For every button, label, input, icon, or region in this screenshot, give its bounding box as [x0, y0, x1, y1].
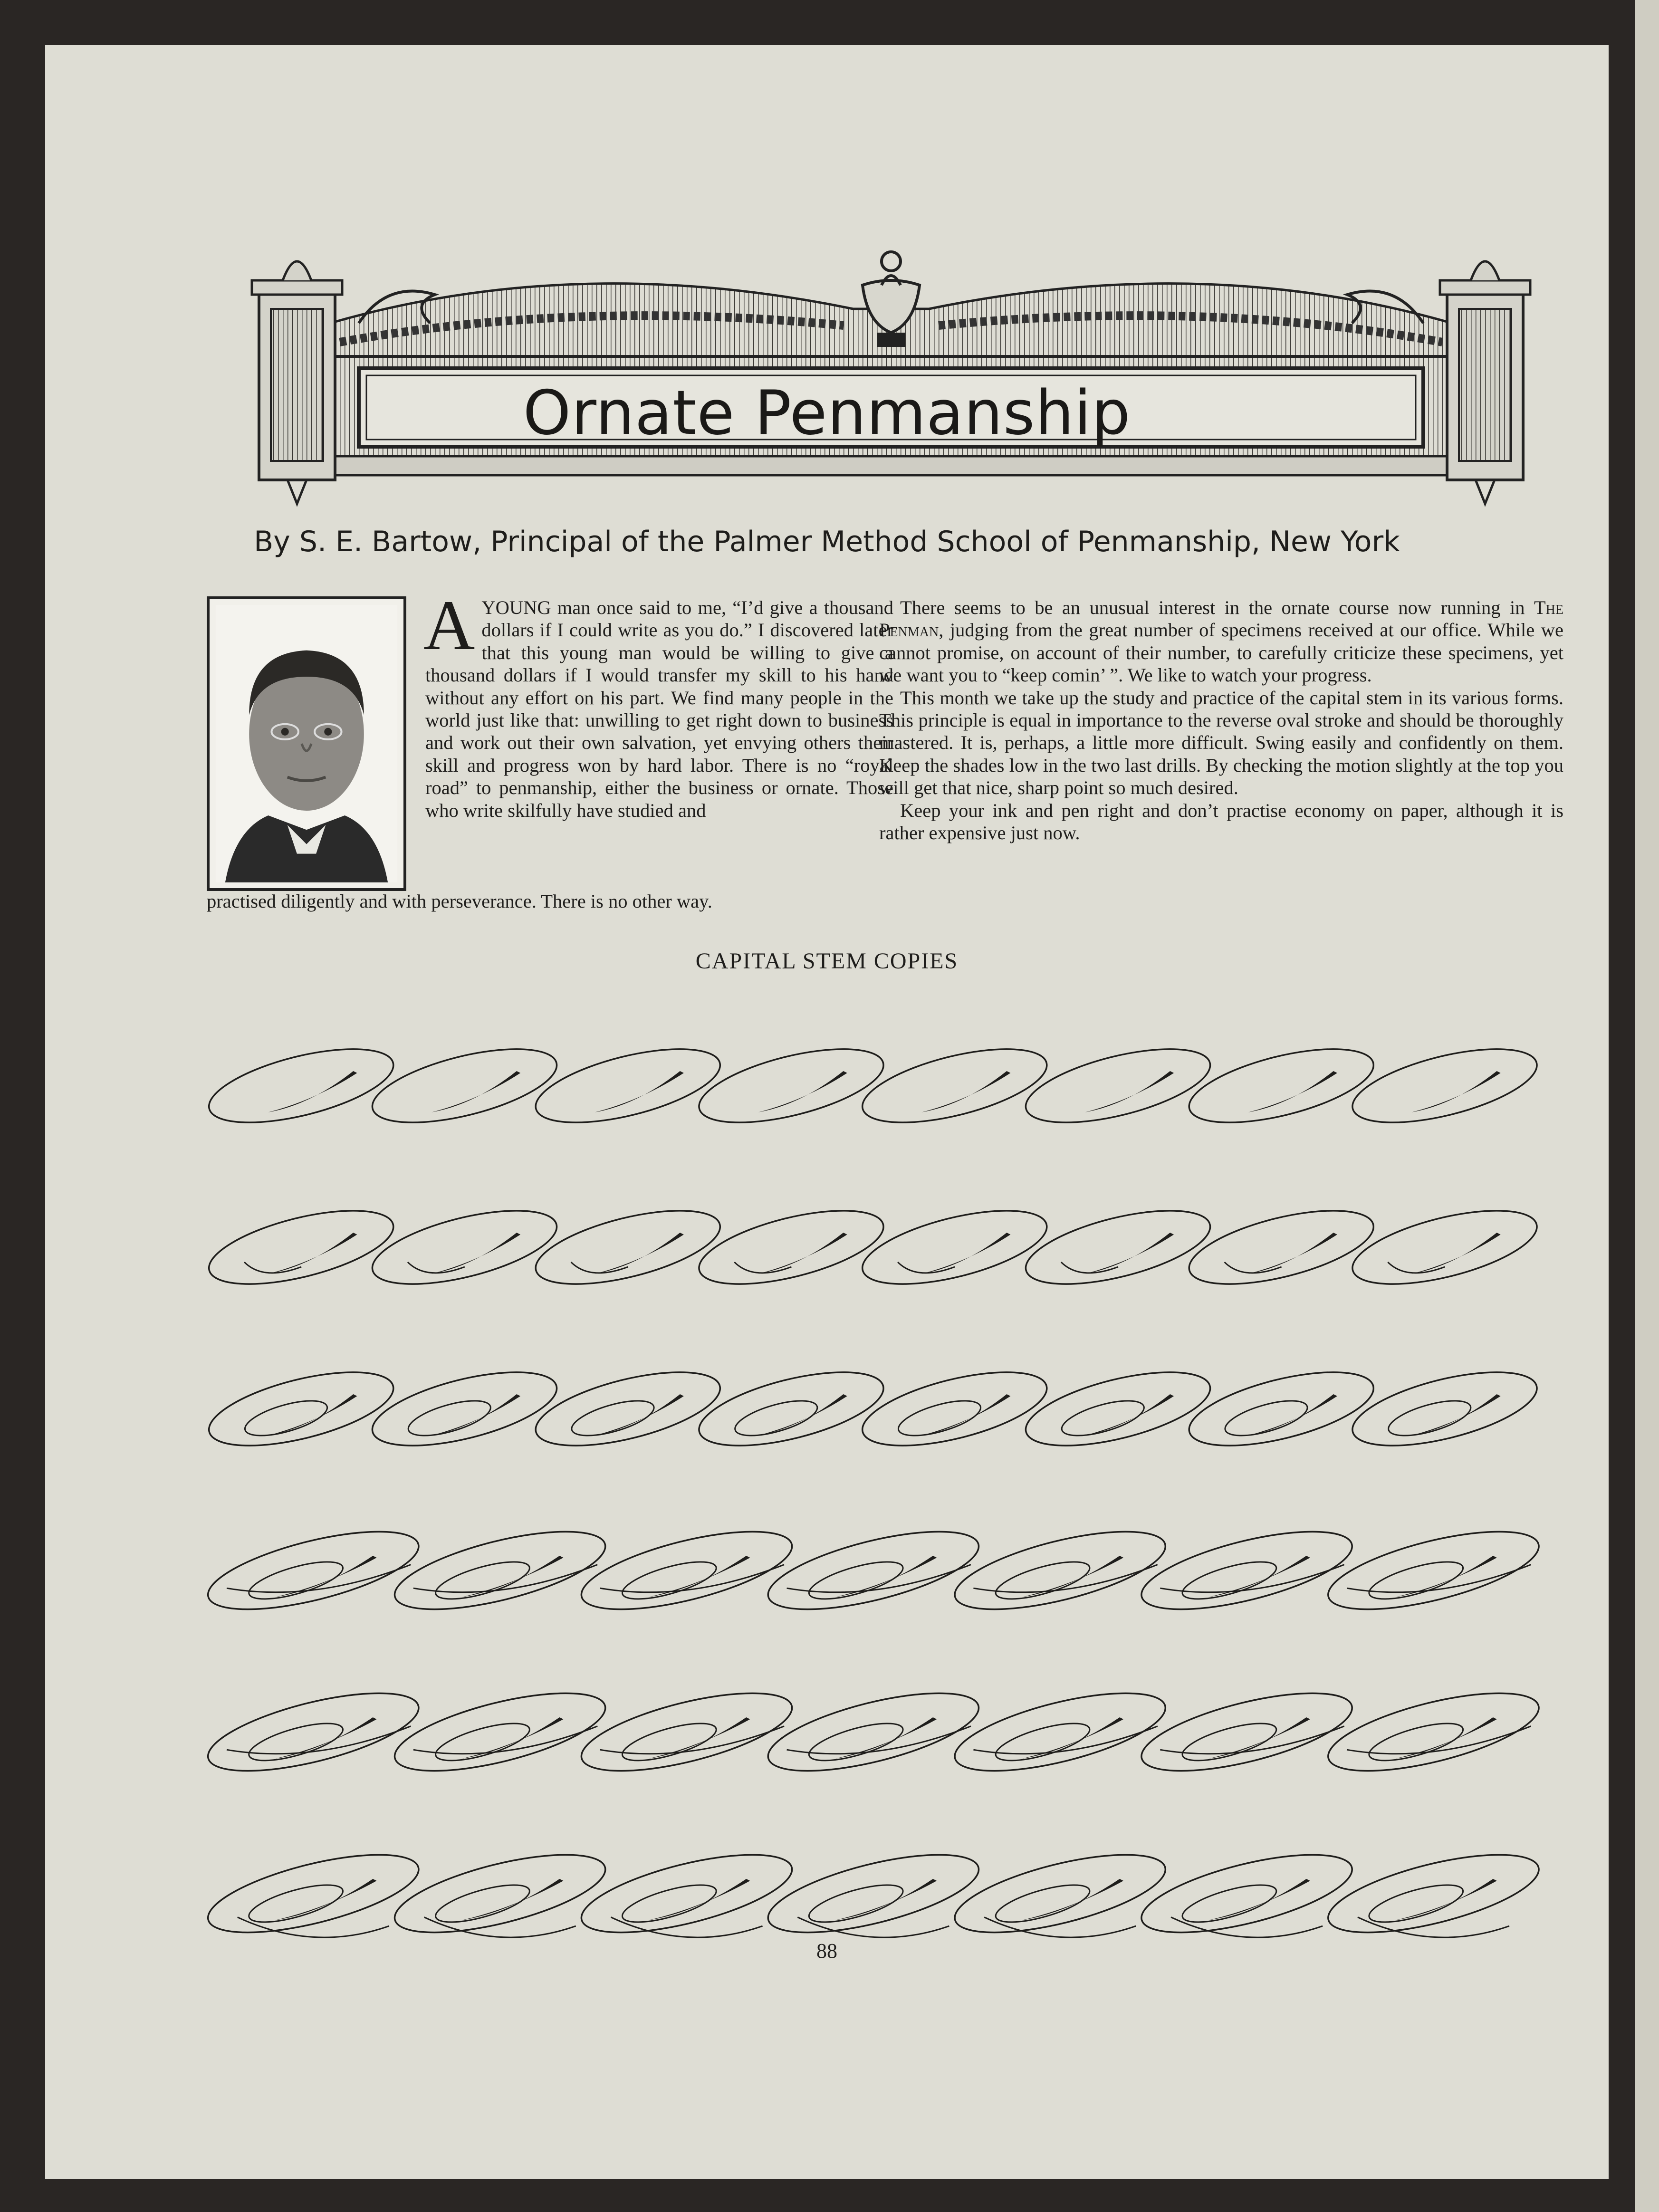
right-paragraph-3: Keep your ink and pen right and don’t practise economy on paper, although it is rather expensive just now. — [879, 799, 1563, 844]
capital-stem-copy — [529, 1196, 727, 1299]
capital-stem-copy — [761, 1839, 986, 1949]
capital-stem-copy — [202, 1358, 400, 1461]
capital-stem-copy — [388, 1677, 612, 1787]
capital-stem-copy — [1346, 1196, 1544, 1299]
author-portrait — [207, 596, 406, 891]
intro-paragraph-upper — [423, 586, 893, 822]
capital-stem-copy — [948, 1677, 1172, 1787]
magazine-name: The Penman — [879, 597, 1563, 641]
capital-stem-copy — [855, 1034, 1054, 1138]
capital-stem-copy — [948, 1516, 1172, 1626]
capital-stem-copy — [1182, 1358, 1381, 1461]
capital-stem-copy — [1346, 1358, 1544, 1461]
capital-stem-copy — [365, 1196, 564, 1299]
capital-stem-copies-plate — [45, 996, 1609, 2055]
capital-stem-copy — [202, 1196, 400, 1299]
capital-stem-copy — [855, 1358, 1054, 1461]
capital-stem-copy — [761, 1677, 986, 1787]
capital-stem-copy — [388, 1839, 612, 1949]
capital-stem-copy — [692, 1034, 891, 1138]
magazine-page — [45, 45, 1609, 2179]
capital-stem-copy — [202, 1034, 400, 1138]
capital-stem-copy — [365, 1034, 564, 1138]
article-byline: By S. E. Bartow, Principal of the Palmer Method School of Penmanship, New York — [254, 525, 1400, 558]
capital-stem-copy — [1134, 1516, 1359, 1626]
capital-stem-copy — [1321, 1516, 1545, 1626]
capital-stem-copy — [529, 1034, 727, 1138]
adjacent-page-edge — [1635, 0, 1659, 2212]
right-paragraph-1: There seems to be an unusual interest in the ornate course now running in The Penman, judging from the great number of specimens received at our office. While we cannot promise, on account of their number, to carefully criticize these specimens, yet we want you to “keep comin’ ”. We like to watch your progress. — [879, 597, 1563, 686]
page-number: 88 — [816, 1939, 837, 1963]
right-column — [879, 596, 1563, 844]
article-title: Ornate Penmanship — [523, 378, 1131, 449]
capital-stem-copy — [855, 1196, 1054, 1299]
capital-stem-copy — [1134, 1677, 1359, 1787]
right-paragraph-2: This month we take up the study and practice of the capital stem in its various forms. This principle is equal in importance to the reverse oval stroke and should be thoroughly mastered. It is, perhaps, a little more difficult. Swing easily and confidently on them. Keep the shades low in the two last drills. By checking the motion slightly at the top you will get that nice, sharp point so much desired. — [879, 687, 1563, 799]
capital-stem-copy — [1019, 1358, 1217, 1461]
capital-stem-copy — [1346, 1034, 1544, 1138]
capital-stem-copy — [201, 1839, 425, 1949]
capital-stem-copy — [761, 1516, 986, 1626]
ornamental-header-banner — [245, 214, 1537, 518]
capital-stem-copy — [201, 1516, 425, 1626]
capital-stem-copy — [575, 1839, 799, 1949]
capital-stem-copy — [1182, 1196, 1381, 1299]
capital-stem-copy — [1019, 1196, 1217, 1299]
capital-stem-copy — [201, 1677, 425, 1787]
capital-stem-copy — [365, 1358, 564, 1461]
capital-stem-copy — [388, 1516, 612, 1626]
capital-stem-copy — [1321, 1839, 1545, 1949]
capital-stem-copy — [1134, 1839, 1359, 1949]
intro-paragraph-lower — [207, 890, 893, 912]
capital-stem-copy — [1019, 1034, 1217, 1138]
capital-stem-copy — [1182, 1034, 1381, 1138]
capital-stem-copy — [1321, 1677, 1545, 1787]
capital-stem-copy — [575, 1516, 799, 1626]
capital-stem-copy — [692, 1358, 891, 1461]
drop-cap: A — [423, 586, 475, 665]
capital-stem-copy — [575, 1677, 799, 1787]
copies-heading: CAPITAL STEM COPIES — [695, 948, 959, 974]
capital-stem-copy — [948, 1839, 1172, 1949]
capital-stem-copy — [529, 1358, 727, 1461]
intro-text-upper: YOUNG man once said to me, “I’d give a thousand dollars if I could write as you do.” I discovered later that this young man would be willing to give a thousand dollars if I would transfer my skill to his hand without any effort on his part. We find many people in the world just like that: unwilling to get right down to business and work out their own salvation, yet envying others their skill and progress won by hard labor. There is no “royal road” to penmanship, either the business or ornate. Those who write skilfully have studied and — [425, 597, 893, 821]
intro-text-lower: practised diligently and with perseverance. There is no other way. — [207, 891, 712, 912]
capital-stem-copy — [692, 1196, 891, 1299]
